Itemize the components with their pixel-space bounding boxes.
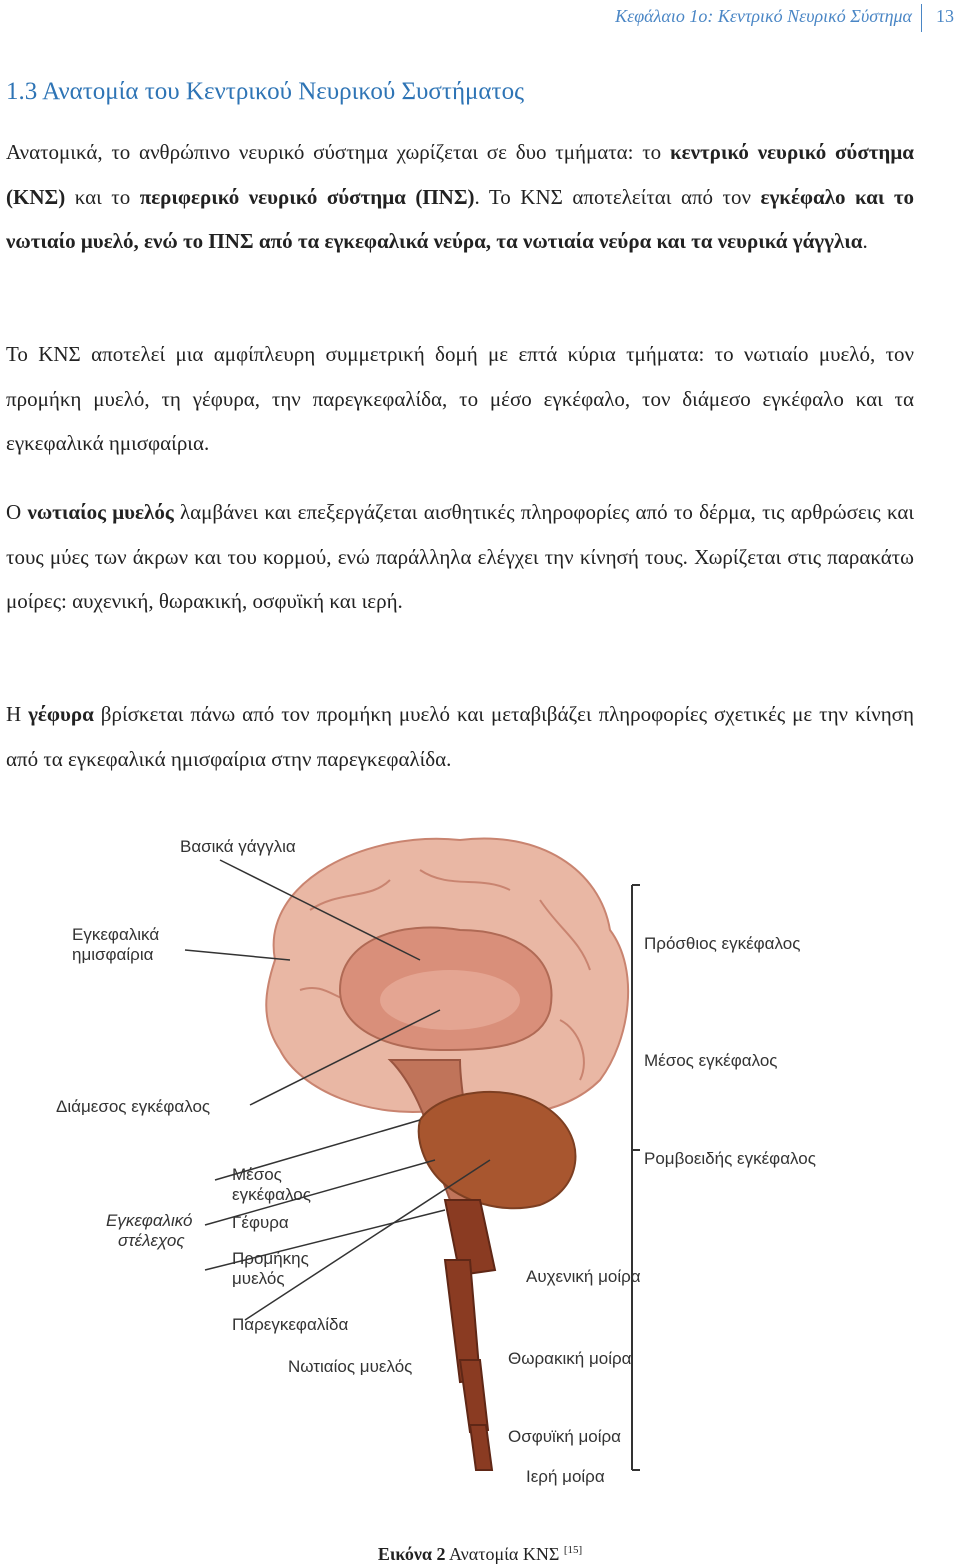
label-forebrain: Πρόσθιος εγκέφαλος [644, 934, 801, 953]
paragraph-4 [6, 692, 914, 781]
caption-reference: [15] [563, 1544, 583, 1556]
text-run: Ο [6, 500, 28, 524]
label-hemispheres-2: ημισφαίρια [72, 945, 154, 964]
label-cervical: Αυχενική μοίρα [526, 1267, 641, 1286]
label-basal-ganglia: Βασικά γάγγλια [180, 837, 296, 856]
sacral-cord [470, 1425, 492, 1470]
header-separator [921, 4, 922, 32]
thalamus-shape [380, 970, 520, 1030]
paragraph-1 [6, 130, 914, 264]
bold-run: εγκέφαλο και το νωτιαίο μυελό, ενώ το ΠΝΣ από τα εγκεφαλικά νεύρα, τα νωτιαία νεύρα και τα νευρικά γάγγλια [6, 184, 915, 253]
caption-text: Ανατομία ΚΝΣ [445, 1544, 564, 1564]
label-thoracic: Θωρακική μοίρα [508, 1349, 632, 1368]
label-cerebellum: Παρεγκεφαλίδα [232, 1315, 349, 1334]
label-diencephalon: Διάμεσος εγκέφαλος [56, 1097, 211, 1116]
label-midbrain-left-2: εγκέφαλος [232, 1185, 311, 1204]
label-brainstem-1: Εγκεφαλικό [106, 1211, 193, 1230]
label-medulla-2: μυελός [232, 1269, 285, 1288]
text-run: . [862, 229, 868, 253]
label-lumbar: Οσφυϊκή μοίρα [508, 1427, 622, 1446]
chapter-title: Κεφάλαιο 1ο: Κεντρικό Νευρικό Σύστημα [615, 6, 912, 26]
label-medulla-1: Προμήκης [232, 1249, 309, 1268]
label-brainstem-2: στέλεχος [118, 1231, 185, 1250]
label-midbrain-left-1: Μέσος [232, 1165, 282, 1184]
label-hindbrain: Ρομβοειδής εγκέφαλος [644, 1149, 816, 1168]
text-run: Η [6, 702, 29, 726]
brain-illustration [40, 820, 920, 1540]
label-midbrain-right: Μέσος εγκέφαλος [644, 1051, 778, 1070]
bold-run: νωτιαίος μυελός [27, 500, 174, 524]
label-pons: Γέφυρα [232, 1213, 289, 1232]
figure-caption [0, 1544, 960, 1565]
label-hemispheres-1: Εγκεφαλικά [72, 925, 160, 944]
page-header [0, 0, 960, 36]
label-sacral: Ιερή μοίρα [526, 1467, 605, 1486]
text-run: και το [65, 184, 140, 209]
bold-run: περιφερικό νευρικό σύστημα (ΠΝΣ) [139, 184, 475, 209]
bold-run: κεντρικό νευρικό σύστημα (ΚΝΣ) [6, 140, 914, 209]
bold-run: γέφυρα [28, 702, 94, 726]
cns-anatomy-figure [40, 820, 920, 1540]
section-title: 1.3 Ανατομία του Κεντρικού Νευρικού Συστήματος [6, 78, 524, 105]
label-spinal-cord: Νωτιαίος μυελός [288, 1357, 413, 1376]
page-number: 13 [936, 6, 954, 26]
caption-label: Εικόνα 2 [377, 1544, 446, 1564]
text-run: . Το ΚΝΣ αποτελείται από τον [474, 184, 761, 209]
text-run: Ανατομικά, το ανθρώπινο νευρικό σύστημα χωρίζεται σε δυο τμήματα: το [6, 140, 670, 164]
lumbar-cord [460, 1360, 488, 1432]
text-run: βρίσκεται πάνω από τον προμήκη μυελό και μεταβιβάζει πληροφορίες σχετικές με την κίνηση από τα εγκεφαλικά ημισφαίρια στην παρεγκεφαλίδα. [6, 702, 914, 771]
text-run: λαμβάνει και επεξεργάζεται αισθητικές πληροφορίες από το δέρμα, τις αρθρώσεις και τους μύες των άκρων και του κορμού, ενώ παράλληλα ελέγχει την κίνησή τους. Χωρίζεται στις παρακάτω μοίρες: αυχενική, θωρακική, οσφυϊκή και ιερή. [6, 500, 915, 613]
paragraph-3 [6, 490, 914, 624]
paragraph-2: Το ΚΝΣ αποτελεί μια αμφίπλευρη συμμετρική δομή με επτά κύρια τμήματα: το νωτιαίο μυελό, τον προμήκη μυελό, τη γέφυρα, την παρεγκεφαλίδα, το μέσο εγκέφαλο, τον διάμεσο εγκέφαλο και τα εγκεφαλικά ημισφαίρια. [6, 342, 914, 455]
